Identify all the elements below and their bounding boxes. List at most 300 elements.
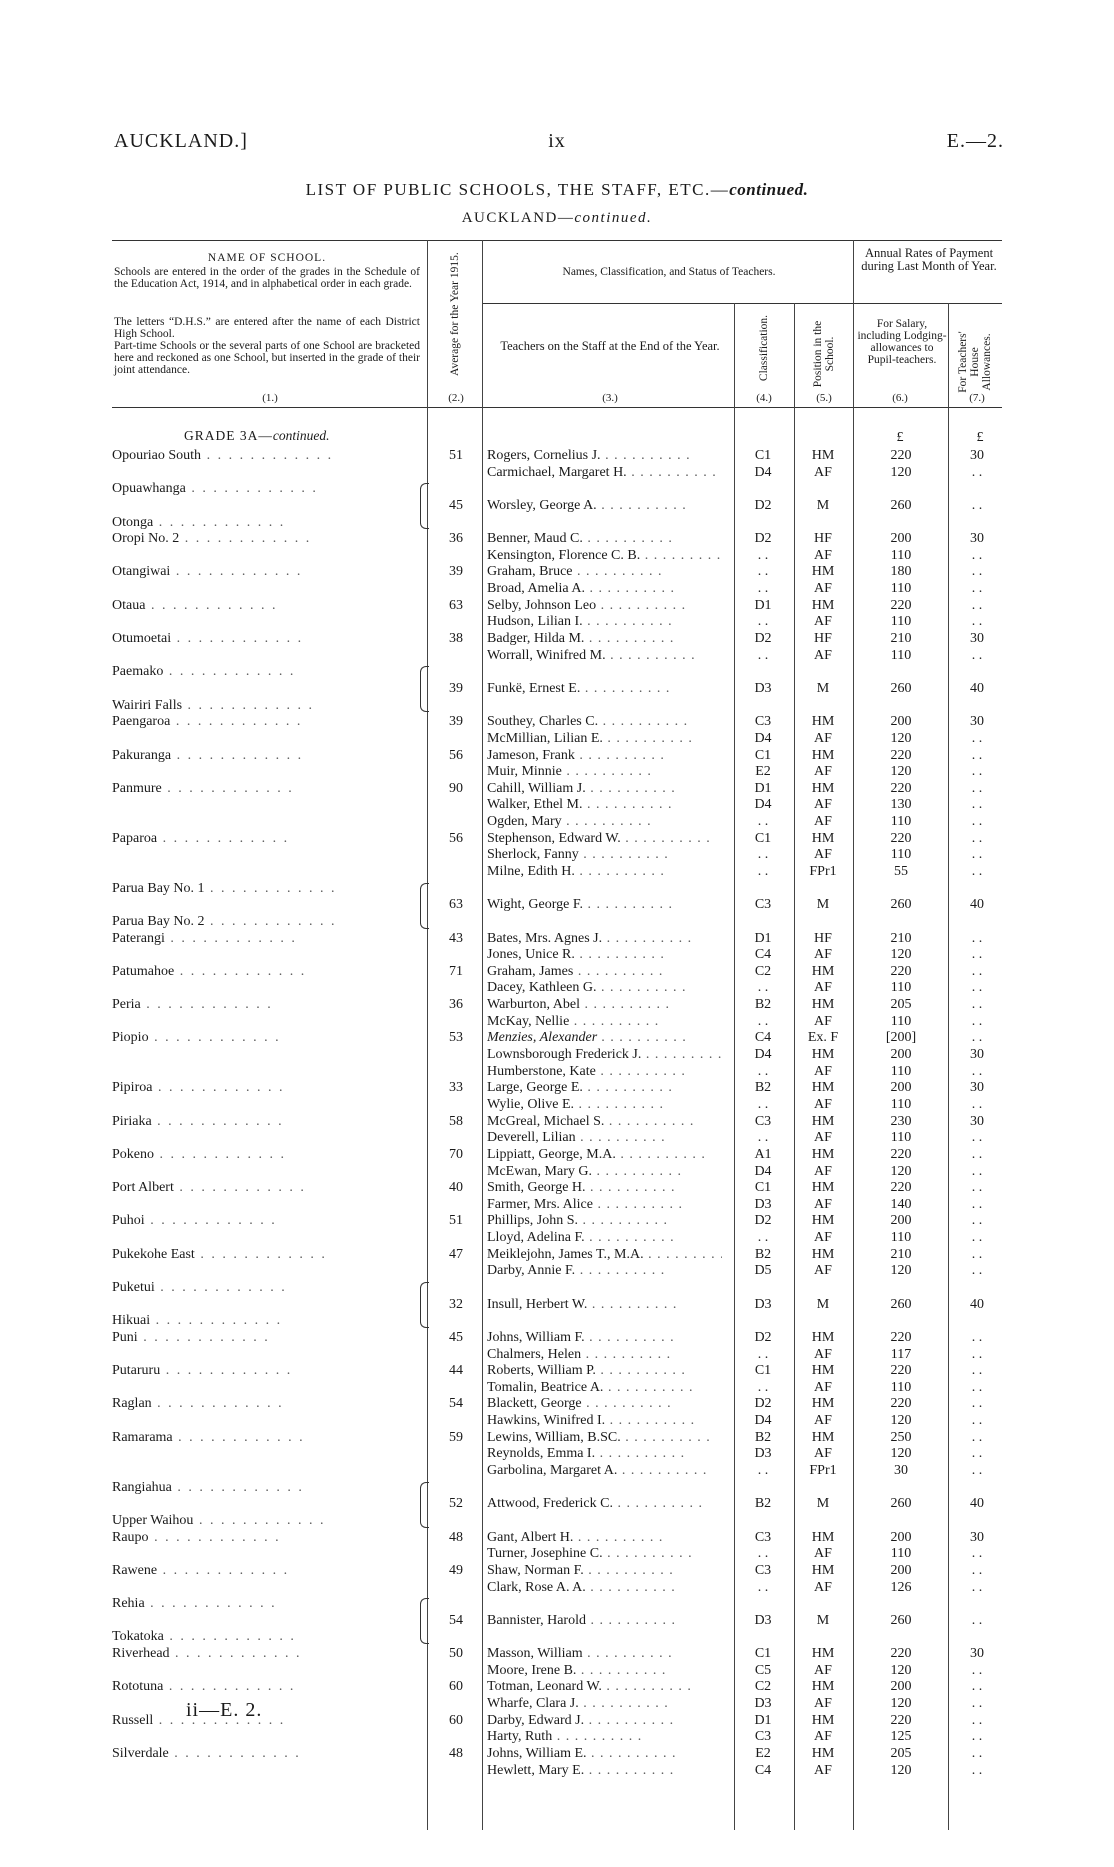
house-allowance: . .: [971, 1396, 983, 1412]
house-allowance: . .: [971, 1696, 983, 1711]
teacher-name: Lewins, William, B.SC. . .: [487, 1429, 722, 1446]
salary: 200: [890, 1679, 912, 1695]
teacher-name: Dacey, Kathleen G. . .: [487, 979, 722, 996]
classification: D2: [754, 497, 772, 513]
classification: . .: [757, 1013, 769, 1029]
position: HF: [814, 930, 832, 946]
house-allowance: . .: [971, 830, 983, 846]
teacher-name: McKay, Nellie . .: [487, 1013, 722, 1030]
table-row: [0, 1196, 1114, 1213]
classification: C3: [754, 1529, 772, 1545]
table-row: [0, 530, 1114, 547]
position: Ex. F: [807, 1030, 839, 1046]
salary-col-number: (6.): [892, 392, 908, 404]
classification: B2: [754, 1496, 772, 1512]
teacher-name: Wylie, Olive E. . .: [487, 1096, 722, 1113]
house-allowance: . .: [971, 930, 983, 946]
school-name: Parua Bay No. 2 . .: [112, 913, 417, 930]
teacher-name: Walker, Ethel M. . .: [487, 796, 722, 813]
school-name: Rototuna . .: [112, 1678, 417, 1695]
house-allowance: . .: [971, 1096, 983, 1112]
table-row: [0, 1029, 1114, 1046]
school-name: Otonga . .: [112, 514, 417, 531]
teacher-name: Lippiatt, George, M.A. . .: [487, 1146, 722, 1163]
salary: 125: [890, 1729, 912, 1745]
salary: 220: [890, 1712, 912, 1728]
teacher-name: Farmer, Mrs. Alice . .: [487, 1196, 722, 1213]
position: HM: [811, 1080, 835, 1096]
salary: 110: [890, 847, 912, 863]
average-attendance: 59: [449, 1429, 463, 1445]
average-attendance: 36: [449, 997, 463, 1013]
teacher-name: Darby, Annie F. . .: [487, 1262, 722, 1279]
school-name: Opouriao South . .: [112, 447, 417, 464]
table-top-rule: [112, 240, 1002, 241]
school-name: Paengaroa . .: [112, 713, 417, 730]
classification: D4: [754, 1047, 772, 1063]
teacher-name: Phillips, John S. . .: [487, 1212, 722, 1229]
table-row: [0, 1429, 1114, 1446]
position-col-header: Position in the School.: [812, 320, 836, 388]
teacher-name: Lownsborough Frederick J. . .: [487, 1046, 722, 1063]
teacher-name: Totman, Leonard W. . .: [487, 1678, 722, 1695]
position: AF: [814, 464, 832, 480]
house-allowance: . .: [971, 1679, 983, 1695]
table-row: [0, 1262, 1114, 1279]
table-row: [0, 680, 1114, 697]
house-allowance: . .: [971, 597, 983, 613]
table-row: [0, 963, 1114, 980]
house-allowance: . .: [971, 1180, 983, 1196]
house-allowance: . .: [971, 1013, 983, 1029]
classification: B2: [754, 1429, 772, 1445]
classification: . .: [757, 847, 769, 863]
salary: 205: [890, 997, 912, 1013]
teacher-name: Hawkins, Winifred I. . .: [487, 1412, 722, 1429]
school-name: Hikuai . .: [112, 1312, 417, 1329]
table-row: [0, 996, 1114, 1013]
table-row: [0, 1379, 1114, 1396]
house-allowance: . .: [971, 1130, 983, 1146]
teacher-name: Blackett, George . .: [487, 1395, 722, 1412]
house-allowance: . .: [971, 1662, 983, 1678]
table-row: [0, 1079, 1114, 1096]
school-name: Paterangi . .: [112, 930, 417, 947]
school-name: Otumoetai . .: [112, 630, 417, 647]
school-name: Pokeno . .: [112, 1146, 417, 1163]
salary: 220: [890, 780, 912, 796]
position: HF: [814, 531, 832, 547]
school-name: Paemako . .: [112, 663, 417, 680]
salary: 220: [890, 1146, 912, 1162]
position: HM: [811, 1329, 835, 1345]
table-row: [0, 1545, 1114, 1562]
average-attendance: 48: [449, 1745, 463, 1761]
page-title-italic: continued.: [729, 180, 809, 199]
teacher-name: Moore, Irene B. . .: [487, 1662, 722, 1679]
classification: D2: [754, 631, 772, 647]
salary: 210: [890, 930, 912, 946]
school-name: Russell . .: [112, 1712, 417, 1729]
salary: 260: [890, 1612, 912, 1628]
house-allowance: 30: [970, 1080, 984, 1096]
teacher-name: Insull, Herbert W. . .: [487, 1296, 722, 1313]
teacher-name: Benner, Maud C. . .: [487, 530, 722, 547]
school-name: Puketui . .: [112, 1279, 417, 1296]
table-row: [0, 1096, 1114, 1113]
position: M: [816, 1496, 830, 1512]
salary: 260: [890, 897, 912, 913]
table-row: [0, 979, 1114, 996]
house-allowance: . .: [971, 1745, 983, 1761]
salary: 120: [890, 764, 912, 780]
house-allowance: . .: [971, 1762, 983, 1778]
average-col-number: (2.): [448, 392, 464, 404]
table-row: [0, 1645, 1114, 1662]
average-attendance: 39: [449, 564, 463, 580]
classification: C1: [754, 747, 772, 763]
teacher-name: Humberstone, Kate . .: [487, 1063, 722, 1080]
house-allowance: 30: [970, 631, 984, 647]
names-group-header: Names, Classification, and Status of Teachers.: [562, 266, 776, 278]
classification: E2: [755, 764, 771, 780]
classification: . .: [757, 814, 769, 830]
classification: C2: [754, 1679, 772, 1695]
position: AF: [814, 1130, 832, 1146]
position: HM: [811, 1646, 835, 1662]
teacher-name: Menzies, Alexander . .: [487, 1029, 722, 1046]
table-row: [0, 497, 1114, 514]
teacher-name: Milne, Edith H. . .: [487, 863, 722, 880]
average-attendance: 39: [449, 680, 463, 696]
house-allowance: 30: [970, 448, 984, 463]
house-allowance: . .: [971, 1463, 983, 1479]
table-row: [0, 813, 1114, 830]
teacher-name: Funkë, Ernest E. . .: [487, 680, 722, 697]
salary: 210: [890, 1246, 912, 1262]
average-attendance: 48: [449, 1529, 463, 1545]
classification: D4: [754, 730, 772, 746]
house-allowance: . .: [971, 1379, 983, 1395]
table-row: [0, 613, 1114, 630]
table-row: [0, 1395, 1114, 1412]
page-title-main: LIST OF PUBLIC SCHOOLS, THE STAFF, ETC.—: [305, 180, 730, 199]
school-name: Raglan . .: [112, 1395, 417, 1412]
salary: 200: [890, 714, 912, 730]
classification: . .: [757, 1546, 769, 1562]
table-row: [0, 1312, 1114, 1329]
house-currency: £: [976, 430, 984, 445]
teacher-name: Kensington, Florence C. B. . .: [487, 547, 722, 564]
table-row: [0, 547, 1114, 564]
position-col-number: (5.): [816, 392, 832, 404]
house-allowance: 30: [970, 1047, 984, 1063]
house-allowance: 30: [970, 714, 984, 730]
salary: 110: [890, 1013, 912, 1029]
house-allowance: . .: [971, 1546, 983, 1562]
teacher-name: Smith, George H. . .: [487, 1179, 722, 1196]
house-allowance: . .: [971, 1213, 983, 1229]
house-allowance: . .: [971, 1612, 983, 1628]
position: AF: [814, 980, 832, 996]
position: HM: [811, 1429, 835, 1445]
teacher-name: Jameson, Frank . .: [487, 747, 722, 764]
teacher-name: Johns, William E. . .: [487, 1745, 722, 1762]
house-allowance: . .: [971, 1363, 983, 1379]
house-allowance: . .: [971, 1063, 983, 1079]
house-allowance: . .: [971, 864, 983, 879]
position: HM: [811, 780, 835, 796]
teacher-name: Jones, Unice R. . .: [487, 946, 722, 963]
salary: 30: [894, 1463, 908, 1479]
classification: C1: [754, 1646, 772, 1662]
salary: 220: [890, 1363, 912, 1379]
classification: C1: [754, 1363, 772, 1379]
school-bracket: [420, 1482, 429, 1528]
signature-mark: ii—E. 2.: [186, 1699, 263, 1721]
house-allowance: 30: [970, 531, 984, 547]
position: M: [816, 897, 830, 913]
table-row: [0, 1229, 1114, 1246]
salary: 110: [890, 547, 912, 563]
school-name: Putaruru . .: [112, 1362, 417, 1379]
house-allowance: . .: [971, 764, 983, 780]
teacher-name: Badger, Hilda M. . .: [487, 630, 722, 647]
salary: 200: [890, 1047, 912, 1063]
salary: 110: [890, 1096, 912, 1112]
table-row: [0, 464, 1114, 481]
house-allowance: 30: [970, 1646, 984, 1662]
position: HM: [811, 1712, 835, 1728]
teacher-name: Muir, Minnie . .: [487, 763, 722, 780]
teacher-name: Hewlett, Mary E. . .: [487, 1762, 722, 1779]
salary: 220: [890, 963, 912, 979]
classification: . .: [757, 1463, 769, 1479]
salary: 110: [890, 980, 912, 996]
school-name: Rehia . .: [112, 1595, 417, 1612]
teacher-name: Worsley, George A. . .: [487, 497, 722, 514]
school-name: Tokatoka . .: [112, 1628, 417, 1645]
house-col-number: (7.): [969, 392, 985, 404]
position: HM: [811, 1246, 835, 1262]
house-allowance: . .: [971, 730, 983, 746]
position: AF: [814, 764, 832, 780]
teacher-name: Rogers, Cornelius J. . .: [487, 447, 722, 464]
salary: 120: [890, 1762, 912, 1778]
position: HM: [811, 1396, 835, 1412]
table-row: [0, 480, 1114, 497]
teacher-name: McMillian, Lilian E. . .: [487, 730, 722, 747]
table-row: [0, 1479, 1114, 1496]
teacher-name: Ogden, Mary . .: [487, 813, 722, 830]
position: FPr1: [809, 864, 837, 879]
school-bracket: [420, 483, 429, 529]
salary: 110: [890, 1063, 912, 1079]
position: AF: [814, 547, 832, 563]
school-name: Patumahoe . .: [112, 963, 417, 980]
school-name: Raupo . .: [112, 1529, 417, 1546]
classification: C3: [754, 1562, 772, 1578]
average-attendance: 40: [449, 1180, 463, 1196]
position: AF: [814, 847, 832, 863]
position: HM: [811, 963, 835, 979]
position: AF: [814, 1096, 832, 1112]
classification: B2: [754, 1080, 772, 1096]
school-name: Opuawhanga . .: [112, 480, 417, 497]
position: M: [816, 497, 830, 513]
average-attendance: 90: [449, 780, 463, 796]
table-row: [0, 780, 1114, 797]
salary: 120: [890, 730, 912, 746]
table-row: [0, 447, 1114, 464]
average-attendance: 56: [449, 830, 463, 846]
average-attendance: 54: [449, 1396, 463, 1412]
position: AF: [814, 1379, 832, 1395]
average-attendance: 51: [449, 448, 463, 463]
table-row: [0, 563, 1114, 580]
running-head-left: AUCKLAND.]: [114, 130, 248, 152]
classification: C1: [754, 448, 772, 463]
position: AF: [814, 1263, 832, 1279]
teacher-name: Garbolina, Margaret A. . .: [487, 1462, 722, 1479]
position: HM: [811, 1363, 835, 1379]
position: HM: [811, 1146, 835, 1162]
table-row: [0, 1296, 1114, 1313]
teacher-name: Stephenson, Edward W. . .: [487, 830, 722, 847]
teachers-col-header: Teachers on the Staff at the End of the Year.: [500, 339, 720, 353]
table-row: [0, 846, 1114, 863]
classification: . .: [757, 1379, 769, 1395]
table-row: [0, 1412, 1114, 1429]
salary: 260: [890, 497, 912, 513]
house-allowance: . .: [971, 847, 983, 863]
position: HM: [811, 1745, 835, 1761]
table-row: [0, 1129, 1114, 1146]
salary: 220: [890, 1396, 912, 1412]
table-row: [0, 1662, 1114, 1679]
classification: . .: [757, 1063, 769, 1079]
salary: 120: [890, 1696, 912, 1711]
classification: D1: [754, 1712, 772, 1728]
position: HM: [811, 1529, 835, 1545]
house-allowance: . .: [971, 564, 983, 580]
teacher-name: McEwan, Mary G. . .: [487, 1163, 722, 1180]
average-attendance: 54: [449, 1612, 463, 1628]
teacher-name: McGreal, Michael S. . .: [487, 1113, 722, 1130]
classification: C3: [754, 897, 772, 913]
salary: 200: [890, 1213, 912, 1229]
house-allowance: . .: [971, 780, 983, 796]
table-row: [0, 1579, 1114, 1596]
table-row: [0, 1063, 1114, 1080]
table-row: [0, 630, 1114, 647]
school-name: Riverhead . .: [112, 1645, 417, 1662]
school-col-note-1: Schools are entered in the order of the grades in the Schedule of the Education Act, 1914, and in alphabetical order in each grade.: [114, 266, 420, 290]
table-row: [0, 1046, 1114, 1063]
house-allowance: . .: [971, 797, 983, 813]
teacher-name: Deverell, Lilian . .: [487, 1129, 722, 1146]
salary: 260: [890, 680, 912, 696]
house-allowance: . .: [971, 1163, 983, 1179]
house-allowance: 30: [970, 1529, 984, 1545]
table-row: [0, 1329, 1114, 1346]
position: AF: [814, 1762, 832, 1778]
salary: 220: [890, 597, 912, 613]
position: HM: [811, 747, 835, 763]
house-allowance: . .: [971, 747, 983, 763]
position: AF: [814, 1579, 832, 1595]
rates-group-header: Annual Rates of Payment during Last Month of Year.: [861, 246, 997, 273]
classification: . .: [757, 1579, 769, 1595]
teacher-name: Masson, William . .: [487, 1645, 722, 1662]
table-row: [0, 1362, 1114, 1379]
salary: 180: [890, 564, 912, 580]
classification: C1: [754, 1180, 772, 1196]
position: M: [816, 1296, 830, 1312]
table-row: [0, 1595, 1114, 1612]
table-row: [0, 1678, 1114, 1695]
salary: 120: [890, 1446, 912, 1462]
school-col-number: (1.): [262, 392, 278, 404]
teacher-name: Southey, Charles C. . .: [487, 713, 722, 730]
table-row: [0, 647, 1114, 664]
average-attendance: 33: [449, 1080, 463, 1096]
position: AF: [814, 1546, 832, 1562]
table-row: [0, 1728, 1114, 1745]
salary: [200]: [885, 1030, 917, 1046]
table-row: [0, 1246, 1114, 1263]
position: AF: [814, 647, 832, 663]
table-row: [0, 1146, 1114, 1163]
salary: 130: [890, 797, 912, 813]
position: AF: [814, 1063, 832, 1079]
subheader-rule: [482, 303, 1002, 304]
classification: . .: [757, 581, 769, 597]
school-name: Pakuranga . .: [112, 747, 417, 764]
teachers-col-number: (3.): [602, 392, 618, 404]
school-col-title: NAME OF SCHOOL.: [207, 252, 327, 264]
position: AF: [814, 1196, 832, 1212]
classification: . .: [757, 1130, 769, 1146]
house-allowance: . .: [971, 1146, 983, 1162]
average-attendance: 49: [449, 1562, 463, 1578]
school-name: Peria . .: [112, 996, 417, 1013]
average-attendance: 60: [449, 1679, 463, 1695]
table-row: [0, 1279, 1114, 1296]
position: AF: [814, 947, 832, 963]
salary: 205: [890, 1745, 912, 1761]
classification: C4: [754, 1762, 772, 1778]
school-name: Puhoi . .: [112, 1212, 417, 1229]
salary: 110: [890, 1379, 912, 1395]
table-row: [0, 946, 1114, 963]
salary: 120: [890, 1662, 912, 1678]
house-allowance: . .: [971, 1196, 983, 1212]
position: HM: [811, 564, 835, 580]
house-allowance: . .: [971, 814, 983, 830]
average-attendance: 51: [449, 1213, 463, 1229]
house-allowance: . .: [971, 947, 983, 963]
table-row: [0, 1512, 1114, 1529]
house-allowance: . .: [971, 1263, 983, 1279]
salary: 120: [890, 947, 912, 963]
house-allowance: . .: [971, 1446, 983, 1462]
salary: 220: [890, 830, 912, 846]
table-row: [0, 880, 1114, 897]
classification: . .: [757, 547, 769, 563]
table-row: [0, 730, 1114, 747]
teacher-name: Chalmers, Helen . .: [487, 1346, 722, 1363]
